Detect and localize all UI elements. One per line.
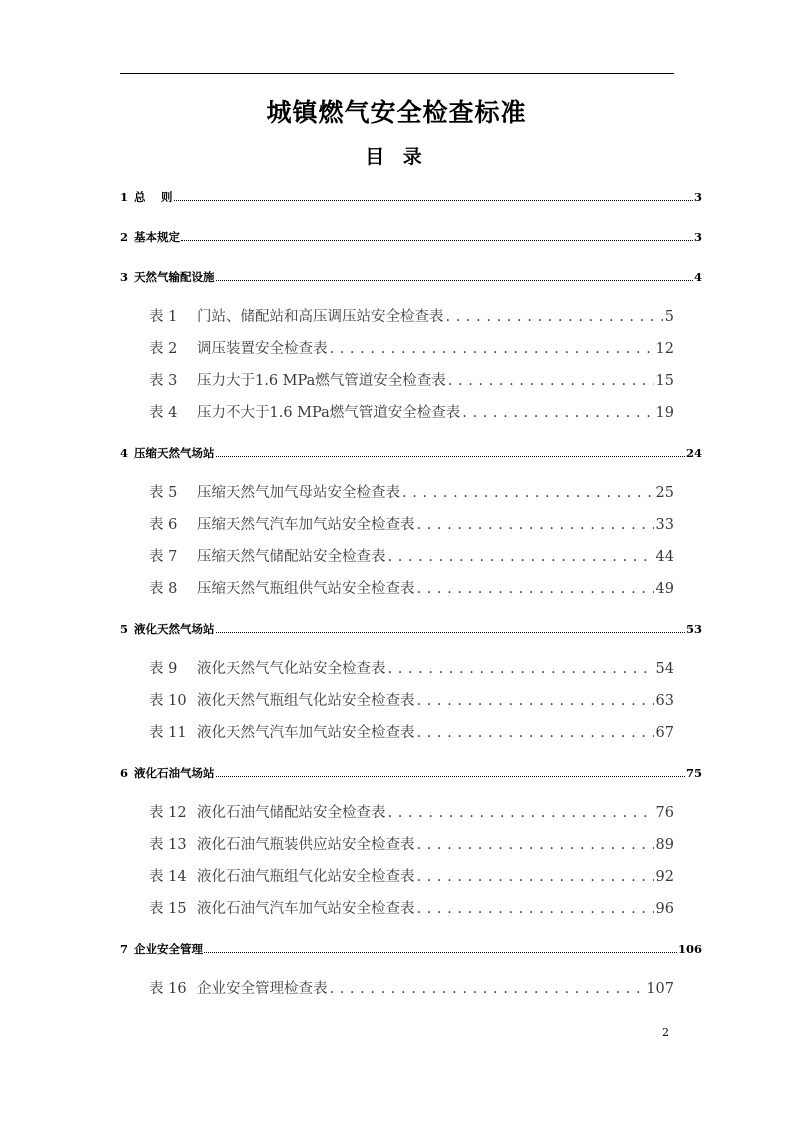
table-label: 表 8 (149, 581, 178, 597)
toc-chapter-6[interactable] (120, 764, 702, 782)
table-page: 25 (655, 485, 674, 501)
table-page: 33 (655, 517, 674, 533)
table-label: 表 13 (149, 837, 187, 853)
table-label: 表 11 (149, 725, 187, 741)
chapter-number: 5 (120, 622, 129, 636)
toc-table-5[interactable] (149, 482, 674, 504)
toc-chapter-4[interactable] (120, 444, 702, 462)
toc-chapter-3[interactable] (120, 268, 702, 286)
dot-leader (174, 188, 693, 201)
dot-leader (330, 978, 645, 1000)
table-label: 表 14 (149, 869, 187, 885)
table-page: 96 (655, 901, 674, 917)
toc-table-12[interactable] (149, 802, 674, 824)
table-page: 15 (655, 373, 674, 389)
table-label: 表 3 (149, 373, 178, 389)
table-title: 压缩天然气储配站安全检查表 (197, 549, 386, 565)
chapter-page: 3 (693, 190, 702, 204)
dot-leader (388, 546, 654, 568)
toc-table-16[interactable] (149, 978, 674, 1000)
table-title: 液化石油气汽车加气站安全检查表 (197, 901, 415, 917)
dot-leader (417, 898, 654, 920)
dot-leader (181, 228, 693, 241)
chapter-number: 1 (120, 190, 129, 204)
dot-leader (388, 658, 654, 680)
chapter-page: 75 (685, 766, 702, 780)
toc-heading: 目 录 (365, 146, 428, 168)
table-page: 54 (655, 661, 674, 677)
chapter-title: 企业安全管理 (134, 942, 203, 956)
dot-leader (417, 690, 654, 712)
dot-leader (216, 764, 685, 777)
table-title: 液化天然气瓶组气化站安全检查表 (197, 693, 415, 709)
dot-leader (448, 370, 654, 392)
table-page: 49 (655, 581, 674, 597)
table-label: 表 9 (149, 661, 178, 677)
table-label: 表 12 (149, 805, 187, 821)
dot-leader (417, 578, 654, 600)
chapter-number: 6 (120, 766, 129, 780)
dot-leader (216, 620, 685, 633)
toc-table-1[interactable] (149, 306, 674, 328)
toc-table-2[interactable] (149, 338, 674, 360)
table-page: 76 (655, 805, 674, 821)
table-label: 表 5 (149, 485, 178, 501)
table-title: 液化天然气气化站安全检查表 (197, 661, 386, 677)
chapter-title: 压缩天然气场站 (134, 446, 215, 460)
table-title: 门站、储配站和高压调压站安全检查表 (197, 309, 444, 325)
chapter-title: 基本规定 (134, 230, 180, 244)
page-number: 2 (662, 1026, 669, 1039)
chapter-title: 总 则 (134, 190, 173, 204)
table-page: 63 (655, 693, 674, 709)
dot-leader (216, 268, 693, 281)
table-label: 表 15 (149, 901, 187, 917)
table-title: 压缩天然气汽车加气站安全检查表 (197, 517, 415, 533)
dot-leader (330, 338, 654, 360)
table-page: 19 (655, 405, 674, 421)
toc-table-4[interactable] (149, 402, 674, 424)
chapter-title: 天然气输配设施 (134, 270, 215, 284)
table-title: 压缩天然气瓶组供气站安全检查表 (197, 581, 415, 597)
dot-leader (417, 722, 654, 744)
table-title: 压力大于1.6 MPa燃气管道安全检查表 (197, 373, 446, 389)
dot-leader (204, 940, 677, 953)
table-title: 企业安全管理检查表 (197, 981, 328, 997)
document-title: 城镇燃气安全检查标准 (266, 98, 527, 127)
table-title: 压缩天然气加气母站安全检查表 (197, 485, 400, 501)
table-label: 表 16 (149, 981, 187, 997)
table-title: 调压装置安全检查表 (197, 341, 328, 357)
table-title: 液化石油气储配站安全检查表 (197, 805, 386, 821)
toc-table-6[interactable] (149, 514, 674, 536)
table-page: 12 (655, 341, 674, 357)
chapter-number: 2 (120, 230, 129, 244)
chapter-title: 液化天然气场站 (134, 622, 215, 636)
chapter-number: 4 (120, 446, 129, 460)
table-title: 液化天然气汽车加气站安全检查表 (197, 725, 415, 741)
toc-table-11[interactable] (149, 722, 674, 744)
dot-leader (462, 402, 653, 424)
table-label: 表 7 (149, 549, 178, 565)
dot-leader (446, 306, 663, 328)
chapter-page: 106 (677, 942, 702, 956)
table-label: 表 10 (149, 693, 187, 709)
toc-table-10[interactable] (149, 690, 674, 712)
table-page: 5 (664, 309, 674, 325)
header-rule (120, 73, 674, 74)
table-page: 89 (655, 837, 674, 853)
toc-table-3[interactable] (149, 370, 674, 392)
table-page: 92 (655, 869, 674, 885)
table-label: 表 1 (149, 309, 178, 325)
dot-leader (216, 444, 685, 457)
toc-table-15[interactable] (149, 898, 674, 920)
dot-leader (417, 866, 654, 888)
table-title: 液化石油气瓶组气化站安全检查表 (197, 869, 415, 885)
toc-chapter-5[interactable] (120, 620, 702, 638)
toc-chapter-7[interactable] (120, 940, 702, 958)
toc-table-9[interactable] (149, 658, 674, 680)
toc-table-8[interactable] (149, 578, 674, 600)
table-label: 表 2 (149, 341, 178, 357)
table-title: 压力不大于1.6 MPa燃气管道安全检查表 (197, 405, 461, 421)
chapter-title: 液化石油气场站 (134, 766, 215, 780)
toc-table-13[interactable] (149, 834, 674, 856)
dot-leader (388, 802, 654, 824)
toc-chapter-1[interactable] (120, 188, 702, 206)
table-label: 表 6 (149, 517, 178, 533)
chapter-page: 4 (693, 270, 702, 284)
chapter-page: 3 (693, 230, 702, 244)
toc-chapter-2[interactable] (120, 228, 702, 246)
table-page: 107 (646, 981, 674, 997)
table-page: 44 (655, 549, 674, 565)
toc-table-14[interactable] (149, 866, 674, 888)
dot-leader (402, 482, 654, 504)
toc-table-7[interactable] (149, 546, 674, 568)
chapter-number: 7 (120, 942, 129, 956)
table-page: 67 (655, 725, 674, 741)
table-title: 液化石油气瓶装供应站安全检查表 (197, 837, 415, 853)
chapter-number: 3 (120, 270, 129, 284)
table-label: 表 4 (149, 405, 178, 421)
dot-leader (417, 514, 654, 536)
dot-leader (417, 834, 654, 856)
chapter-page: 24 (685, 446, 702, 460)
chapter-page: 53 (685, 622, 702, 636)
